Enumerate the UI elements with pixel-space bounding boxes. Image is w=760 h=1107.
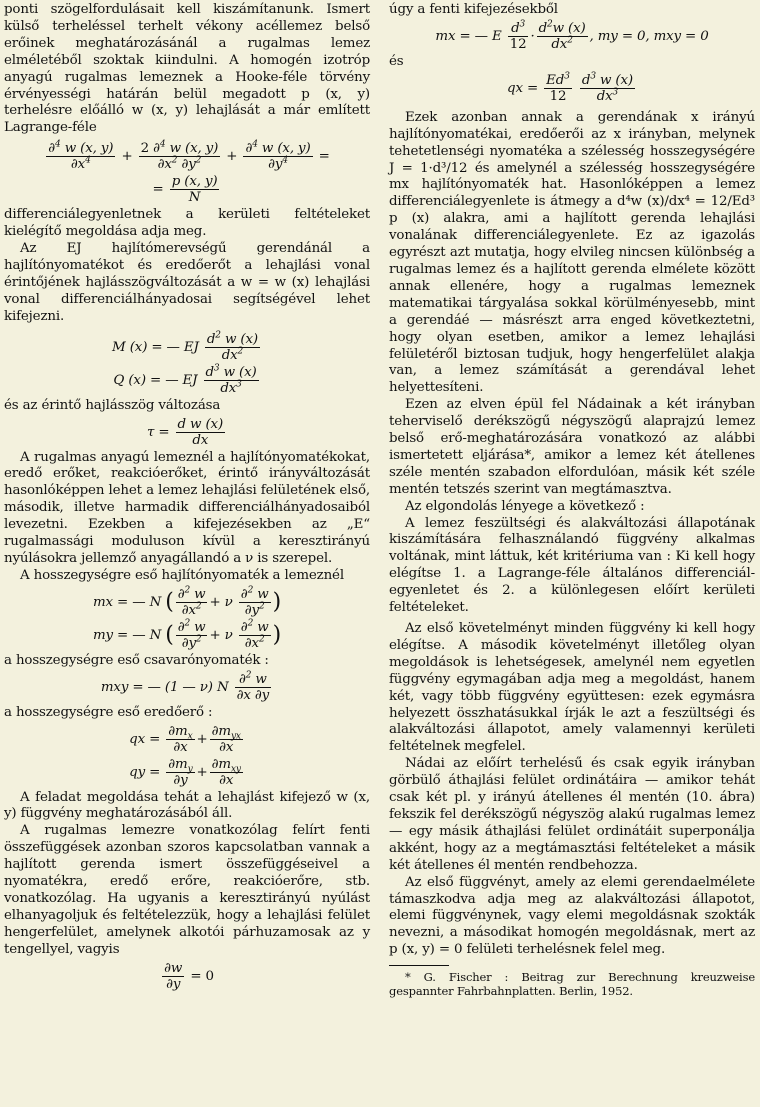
beam-moment-equation: mx = — E $\frac{d^3}{12}$ · $\frac{d^2w (x)}{dx^2}$ , my = 0, mxy = 0 (435, 19, 709, 52)
cylinder-condition-equation: $\frac{\partial w}{\partial y}$ = 0 (164, 960, 214, 992)
right-paragraph-6: A lemez feszültségi és alakváltozási állapotának kiszámítására felhasználandó függvény alkalmas voltának, mint láttuk, két kritériuma van : Ki kell hogy elégítse 1. a Lagrange-féle általános differenciál-egyenletet és 2. a különlegesen előírt kerületi feltételeket. (389, 515, 755, 616)
shear-equation: Q (x) = — EJ $\frac{d^3 w (x)}{dx^3}$ (113, 363, 257, 396)
left-paragraph-3: Az EJ hajlítómerevségű gerendánál a hajlítónyomatékot és eredőerőt a lehajlási vonal érintőjének hajlásszögváltozását a w = w (x) lehajlási vonal differenciálhányadosai segítségével lehet kifejezni. (4, 241, 370, 324)
right-paragraph-4: Ezen az elven épül fel Nádainak a két irányban teherviselő derékszögű négyszögű alaprajzú lemez belső erő-meghatározására vonatkozó az alábbi ismertetett eljárása*, amikor a lemez két átellenes széle mentén szabadon elfordulóan, másik két széle mentén tetszés szerint van megtámasztva. (389, 397, 755, 497)
lagrange-equation-rhs: = $\frac{p (x, y)}{N}$ (152, 174, 218, 206)
right-paragraph-5: Az elgondolás lényege a következő : (405, 498, 645, 514)
left-paragraph-8: a hosszegységre eső eredőerő : (4, 704, 213, 720)
my-equation: my = — N ( $\frac{\partial^2 w}{\partial y^2}$ + ν $\frac{\partial^2 w}{\partial x^2}$ ) (92, 618, 281, 651)
left-paragraph-5: A rugalmas anyagú lemeznél a hajlítónyomatékokat, eredő erőket, reakcióerőket, érintő irányváltozását hasonlóképpen lehet a lemez lehajlási felületének első, második, illetve harmadik differenciálhányadosaiból levezetni. Ezekben a kifejezésekben az „E“ rugalmassági moduluson kívül a keresztirányú nyúlásokra jellemző anyagállandó a ν is szerepel. (4, 449, 370, 566)
right-paragraph-9: Az első függvényt, amely az elemi gerendaelmélete támaszkodva adja meg az alakváltozási állapotot, elemi függvénynek, vagy elemi megoldásnak szokták nevezni, a másodikat homogén megoldásnak, mert az p (x, y) = 0 felületi terhelésnek felel meg. (389, 874, 755, 958)
left-column (4, 2, 370, 994)
left-paragraph-9: A feladat megoldása tehát a lehajlást kifejező w (x, y) függvény meghatározásából áll. (4, 789, 370, 822)
left-paragraph-4: és az érintő hajlásszög változása (4, 397, 221, 413)
qx-equation: qx = $\frac{\partial m_x}{\partial x}$ + $\frac{\partial m_{yx}}{\partial x}$ (129, 723, 241, 755)
lagrange-equation: $\frac{\partial^4 w (x, y)}{\partial x^4}$ + $\frac{2 \partial^4 w (x, y)}{\partial x^2 \partial y^2}$ + $\frac{\partial^4 w (x, y)}{\partial y^4}$ = (48, 139, 330, 173)
footnote-rule (389, 965, 449, 966)
mxy-equation: mxy = — (1 — ν) N $\frac{\partial^2 w}{\partial x \partial y}$ (100, 670, 270, 703)
lagrange-rhs-numerator: p (x, y) (171, 174, 218, 190)
right-paragraph-8: Nádai az előírt terhelésű és csak egyik irányban görbülő áthajlási felület ordinátáira — amikor tehát csak két pl. y irányú átellenes él mentén (10. ábra) fekszik fel derékszögű négyszög alakú rugalmas lemez — egy másik áthajlási felület ordinátáit superponálja akként, hogy az a megtámasztási feltételeket a másik két átellenes él mentén rendbehozza. (389, 756, 755, 873)
left-paragraph-6: A hosszegységre eső hajlítónyomaték a lemeznél (20, 567, 344, 583)
left-paragraph-2: differenciálegyenletnek a kerületi feltételeket kielégítő megoldása adja meg. (4, 207, 370, 240)
right-paragraph-2: és (389, 53, 404, 69)
qy-equation: qy = $\frac{\partial m_y}{\partial y}$ + $\frac{\partial m_{xy}}{\partial x}$ (129, 756, 241, 788)
footnote: * G. Fischer : Beitrag zur Berechnung kreuzweise gespannter Fahrbahnplatten. Berlin, 1952. (389, 970, 755, 999)
right-paragraph-1: úgy a fenti kifejezésekből (389, 2, 558, 17)
right-paragraph-7: Az első követelményt minden függvény ki kell hogy elégítse. A második követelményt illetőleg olyan megoldások is lehetségesek, amelynél nem egyetlen függvény egymagában adja meg a megoldást, hanem két, vagy több függvény együttesen: ezek egymásra helyezett összhatásukkal írják le azt a feszültségi és alakváltozási állapotot, amely valamennyi kerületi feltételnek megfelel. (389, 621, 755, 755)
right-paragraph-3: Ezek azonban annak a gerendának x irányú hajlítónyomatékai, eredőerői az x irányban, melynek tehetetlenségi nyomatéka a szélesség hosszegységére J = 1·d³/12 és amelynél a szélesség hosszegységére mx hajlítónyomaték hat. Hasonlóképpen a lemez differenciálegyenlete is átmegy a d⁴w (x)/dx⁴ = 12/Ed³ p (x) alakra, ami a hajlított gerenda lehajlási vonalának differenciálegyenlete. Ez az igazolás egyrészt azt mutatja, hogy elvileg nincsen különbség a rugalmas lemez és a hajlított gerenda elmélete között annak ellenére, hogy a rugalmas lemeznek matematikai tárgyalása sokkal körülményesebb, mint a gerendáé — másrészt arra enged következtetni, hogy olyan esetben, amikor a lemez lehajlási felületéről biztosan tudjuk, hogy hengerfelület alakja van, a lemez számítását a gerendával lehet helyettesíteni. (389, 109, 755, 396)
moment-equation: M (x) = — EJ $\frac{d^2 w (x)}{dx^2}$ (112, 330, 258, 363)
left-paragraph-7: a hosszegységre eső csavarónyomaték : (4, 652, 269, 668)
slope-equation: τ = $\frac{\text{d w (x)}}{dx}$ (146, 416, 224, 448)
left-paragraph-1: ponti szögelfordulásait kell kiszámítanunk. Ismert külső terheléssel terhelt vékony acéllemez belső erőinek meghatározásánál a rugalmas lemez elméletéből szoktak kiindulni. A homogén izotróp anyagú rugalmas lemeznek a Hooke-féle törvény érvényességi határán belül megadott p (x, y) terhelésre előálló w (x, y) lehajlását a már említett Lagrange-féle (4, 2, 370, 136)
right-column (389, 2, 755, 998)
beam-shear-equation: qx = $\frac{Ed^3}{12}$ $\frac{d^3 w (x)}{dx^3}$ (507, 71, 633, 104)
lagrange-rhs-denominator: N (188, 190, 201, 206)
mx-equation: mx = — N ( $\frac{\partial^2 w}{\partial x^2}$ + ν $\frac{\partial^2 w}{\partial y^2}$ ) (93, 585, 281, 618)
left-paragraph-10: A rugalmas lemezre vonatkozólag felírt fenti összefüggések azonban szoros kapcsolatban vannak a hajlított gerenda ismert összefüggéseivel a nyomatékra, eredő erőre, reakcióerőre, stb. vonatkozólag. Ha ugyanis a keresztirányú nyúlást elhanyagoljuk és feltételezzük, hogy a lehajlási felület hengerfelület, amelynek alkotói párhuzamosak az y tengellyel, vagyis (4, 823, 370, 957)
